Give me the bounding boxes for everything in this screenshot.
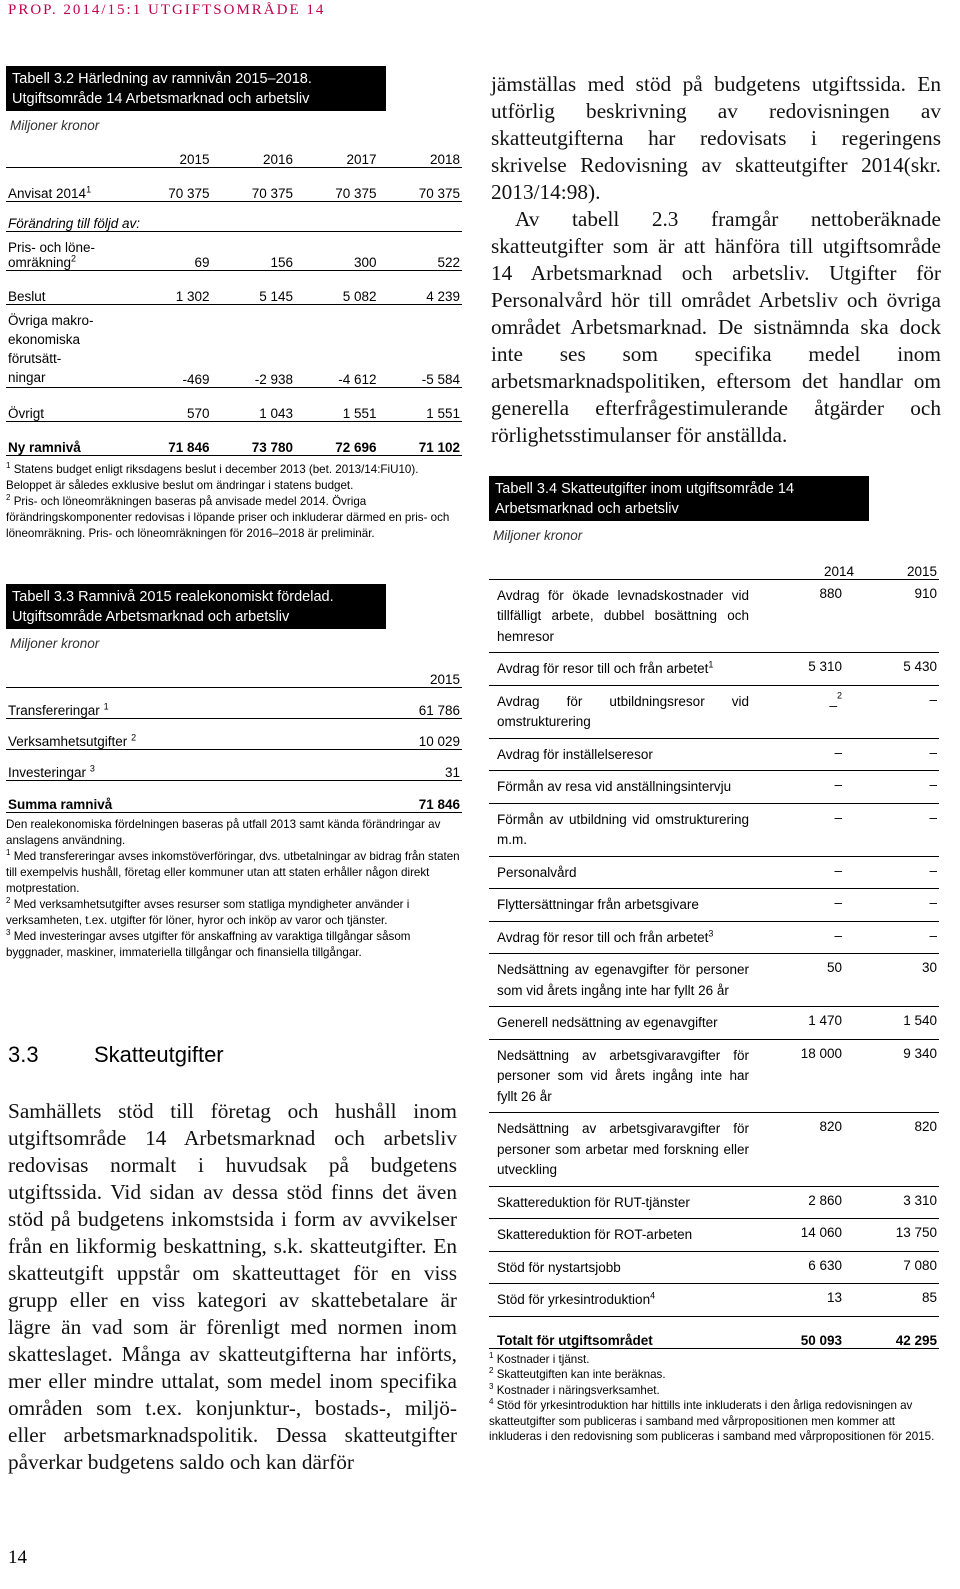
- table-row: Avdrag för resor till och från arbetet$^3$ – –: [489, 921, 939, 954]
- cell-2014: 18 000: [800, 1045, 842, 1061]
- table-row: [6, 201, 462, 231]
- running-header: PROP. 2014/15:1 UTGIFTSOMRÅDE 14: [8, 2, 326, 18]
- table-row: Verksamhetsutgifter $^2$ 10 029: [6, 718, 462, 749]
- table-3-3: [6, 584, 462, 961]
- section-title: Skatteutgifter: [94, 1042, 224, 1067]
- cell-2014: 2 860: [808, 1192, 842, 1208]
- cell-2014: 1 470: [808, 1013, 842, 1028]
- body-paragraph: Samhällets stöd till företag och hushåll inom utgiftsområde 14 Arbetsmarknad och arbetsliv redovisas normalt i huvudsak på budgetens utgiftssida. Vid sidan av dessa stöd finns det även stöd på budgetens inkomstsida i form av avvikelser från en likformig beskattning, s.k. skatteutgifter. En skatteutgift uppstår om skatteuttaget för en viss grupp eller en viss kategori av skattebetalare är lägre än vad som är förenligt med normen inom skatteslaget. Många av skatteutgifterna har införts, mer eller mindre uttalat, som medel inom specifika områden som t.ex. konjunktur-, bostads-, miljö- eller arbetsmarknadspolitik. Dessa skatteutgifter påverkar budgetens saldo och kan därför: [8, 1099, 457, 1474]
- row-label: Avdrag för resor till och från arbetet: [497, 661, 709, 676]
- row-label: Förmån av resa vid anställningsintervju: [497, 779, 732, 794]
- table-row: [489, 1186, 939, 1219]
- row-label: Avdrag för inställelseresor: [497, 746, 653, 762]
- table-3-4: [489, 476, 939, 1445]
- cell-2015: –: [929, 744, 937, 760]
- cell-2015: –: [929, 691, 937, 707]
- row-label: Personalvård: [497, 864, 577, 880]
- col-header: 2016: [262, 151, 293, 167]
- table-row: Anvisat 2014$^1$ 70 375 70 375 70 375 70 375: [6, 167, 462, 201]
- cell-2015: –: [929, 777, 937, 792]
- table-row: [489, 771, 939, 804]
- cell-2015: 1 540: [903, 1013, 937, 1028]
- row-label: Avdrag för resor till och från arbetet: [497, 929, 709, 945]
- table-title-bar: [6, 66, 386, 111]
- table-3-2: [6, 66, 462, 542]
- row-label: Anvisat 2014: [8, 185, 87, 201]
- table-row: Övrigt 570 1 043 1 551 1 551: [6, 387, 462, 421]
- cell-2015: 13 750: [895, 1225, 937, 1240]
- table-title-bar: [6, 584, 386, 629]
- table-total-row: Ny ramnivå 71 846 73 780 72 696 71 102: [6, 421, 462, 455]
- table-total-row: Totalt för utgiftsområdet 50 093 42 295: [489, 1316, 939, 1348]
- section-heading: [8, 1042, 224, 1068]
- table-row: Transfereringar $^1$ 61 786: [6, 687, 462, 718]
- col-header: 2015: [429, 671, 460, 687]
- footnotes: Den realekonomiska fördelningen baseras på utfall 2013 samt kända förändringar av anslagens användning. $^1$ Med transfereringar avses inkomstöverföringar, dvs. utbetalningar av bidrag från staten till exempelvis hushåll, företag eller kommuner utan att staten erhåller någon direkt motprestation. $^2$ Med verksamhetsutgifter avses resurser som statliga myndigheter använder i verksamheten, t.ex. utgifter för löner, hyror och inköp av varor och tjänster. $^3$ Med investeringar avses utgifter för anskaffning av varaktiga tillgångar såsom byggnader, maskiner, immateriella tillgångar och finansiella tillgångar.: [6, 817, 460, 959]
- cell-2014: 5 310: [808, 659, 842, 674]
- row-label: Avdrag för utbildningsresor vid omstrukturering: [497, 693, 749, 729]
- table-row: [489, 1007, 939, 1040]
- table-row: [489, 1251, 939, 1284]
- table-row: Beslut 1 302 5 145 5 082 4 239: [6, 270, 462, 304]
- table-body: [6, 663, 462, 813]
- row-label: Beslut: [6, 270, 128, 304]
- cell-2015: 5 430: [903, 659, 937, 674]
- table-total-row: Summa ramnivå 71 846: [6, 780, 462, 812]
- table-title: Tabell 3.2 Härledning av ramnivån 2015–2018.: [12, 71, 312, 87]
- cell-2015: 9 340: [903, 1045, 937, 1061]
- cell-2014: –: [834, 895, 842, 910]
- table-row: Avdrag för utbildningsresor vid omstrukturering _$^2$ –: [489, 685, 939, 738]
- table-row: [489, 1113, 939, 1187]
- table-unit: Miljoner kronor: [493, 528, 583, 543]
- cell-2015: 910: [914, 585, 937, 601]
- cell-2014: 14 060: [800, 1225, 842, 1240]
- table-row: [489, 579, 939, 653]
- cell-2014: 50: [826, 960, 842, 975]
- table-subtitle: Utgiftsområde Arbetsmarknad och arbetsliv: [12, 609, 290, 625]
- cell-2015: 7 080: [903, 1257, 937, 1273]
- cell-2014: –: [834, 744, 842, 760]
- table-row: Investeringar $^3$ 31: [6, 749, 462, 780]
- cell-2015: –: [929, 895, 937, 910]
- row-label: Nedsättning av egenavgifter för personer som vid årets ingång inte har fyllt 26 år: [497, 962, 749, 998]
- cell-2015: –: [929, 809, 937, 825]
- cell-2014: –: [834, 809, 842, 825]
- row-label: Skattereduktion för ROT-arbeten: [497, 1227, 693, 1242]
- section-number: 3.3: [8, 1042, 39, 1067]
- table-unit: Miljoner kronor: [10, 636, 100, 651]
- cell-2015: 820: [914, 1119, 937, 1134]
- table-row: [489, 803, 939, 856]
- footnotes: $^1$ Kostnader i tjänst. $^2$ Skatteutgiften kan inte beräknas. $^3$ Kostnader i näringsverksamhet. $^4$ Stöd för yrkesintroduktion har hittills inte inkluderats i den årliga redovisningen av skatteutgifter som publiceras i samband med vårpropositionen men kommer att inkluderas i den redovisning som publiceras i samband med vårpropositionen för 2015.: [489, 1350, 935, 1443]
- row-label: Stöd för yrkesintroduktion: [497, 1292, 651, 1307]
- cell-2014: _: [829, 691, 837, 707]
- table-body: [489, 555, 939, 1349]
- table-title-bar: [489, 476, 869, 521]
- table-body: [6, 145, 462, 456]
- table-row: [489, 856, 939, 889]
- cell-2015: –: [929, 927, 937, 943]
- row-label: Övrigt: [6, 387, 128, 421]
- table-title: Tabell 3.3 Ramnivå 2015 realekonomiskt fördelad.: [12, 589, 334, 605]
- cell-2014: –: [834, 862, 842, 878]
- row-label: Förändring till följd av:: [6, 201, 462, 231]
- row-label: Ny ramnivå: [6, 421, 128, 455]
- cell-2014: 6 630: [808, 1257, 842, 1273]
- col-header: 2014: [823, 563, 854, 579]
- table-row: Pris- och löne- omräkning$^2$ 69 156 300 522: [6, 231, 462, 270]
- table-row: [489, 1219, 939, 1252]
- table-row: Avdrag för resor till och från arbetet$^1$ 5 310 5 430: [489, 653, 939, 686]
- table-row: [489, 1039, 939, 1113]
- table-row: [489, 889, 939, 922]
- table-subtitle: Utgiftsområde 14 Arbetsmarknad och arbetsliv: [12, 91, 310, 107]
- table-row: Övriga makro- ekonomiska förutsätt- ningar -469 -2 938 -4 612 -5 584: [6, 304, 462, 387]
- row-label: Nedsättning av arbetsgivaravgifter för personer som vid årets ingång inte har fyllt 26 år: [497, 1047, 749, 1104]
- cell-2014: 880: [819, 585, 842, 601]
- page-number: 14: [8, 1547, 27, 1568]
- cell-2015: –: [929, 862, 937, 878]
- col-header: 2017: [346, 151, 377, 167]
- cell-2015: 3 310: [903, 1192, 937, 1208]
- table-unit: Miljoner kronor: [10, 118, 100, 133]
- cell-2014: –: [834, 927, 842, 943]
- cell-2014: 13: [826, 1290, 842, 1305]
- col-header: 2015: [179, 151, 210, 167]
- col-header: 2015: [906, 563, 937, 579]
- row-label: Skattereduktion för RUT-tjänster: [497, 1194, 690, 1210]
- table-row: [489, 954, 939, 1007]
- cell-2015: 85: [921, 1290, 937, 1305]
- row-label: Stöd för nystartsjobb: [497, 1259, 621, 1275]
- row-label: Flyttersättningar från arbetsgivare: [497, 897, 699, 912]
- table-row: [489, 738, 939, 771]
- cell-2014: 820: [819, 1119, 842, 1134]
- row-label: Nedsättning av arbetsgivaravgifter för personer som arbetar med forskning eller utveckling: [497, 1121, 749, 1177]
- table-title: Tabell 3.4 Skatteutgifter inom utgiftsområde 14: [495, 481, 795, 497]
- table-subtitle: Arbetsmarknad och arbetsliv: [495, 501, 679, 517]
- body-paragraph-continued: jämställas med stöd på budgetens utgiftssida. En utförlig beskrivning av redovisningen av skatteutgifterna har redovisats i regeringens skrivelse Redovisning av skatteutgifter 2014(skr. 2013/14:98). Av tabell 2.3 framgår nettoberäknade skatteutgifter som är att hänföra till utgiftsområde 14 Arbetsmarknad och arbetsliv. Utgifter för Personalvård hör till området Arbetsliv och övriga området Arbetsmarknad. De sistnämnda ska dock inte ses som specifika medel inom arbetsmarknadspolitiken, eftersom det handlar om generella efterfrågestimulerande åtgärder och rörlighetsstimulanser för anställda.: [491, 72, 941, 447]
- footnotes: $^1$ Statens budget enligt riksdagens beslut i december 2013 (bet. 2013/14:FiU10). Beloppet är således exklusive beslut om ändringar i statens budget. $^2$ Pris- och löneomräkningen baseras på anvisade medel 2014. Övriga förändringskomponenter redovisas i löpande priser och inkluderar därmed en pris- och löneomräkning. Pris- och löneomräkningen för 2016–2018 är preliminär.: [6, 460, 450, 540]
- row-label: Avdrag för ökade levnadskostnader vid tillfälligt arbete, dubbel bosättning och hemresor: [497, 587, 749, 644]
- row-label: Generell nedsättning av egenavgifter: [497, 1015, 718, 1030]
- col-header: 2018: [429, 151, 460, 167]
- cell-2014: –: [834, 777, 842, 792]
- row-label: Förmån av utbildning vid omstrukturering m.m.: [497, 811, 749, 847]
- table-row: Stöd för yrkesintroduktion$^4$ 13 85: [489, 1284, 939, 1317]
- cell-2015: 30: [921, 960, 937, 975]
